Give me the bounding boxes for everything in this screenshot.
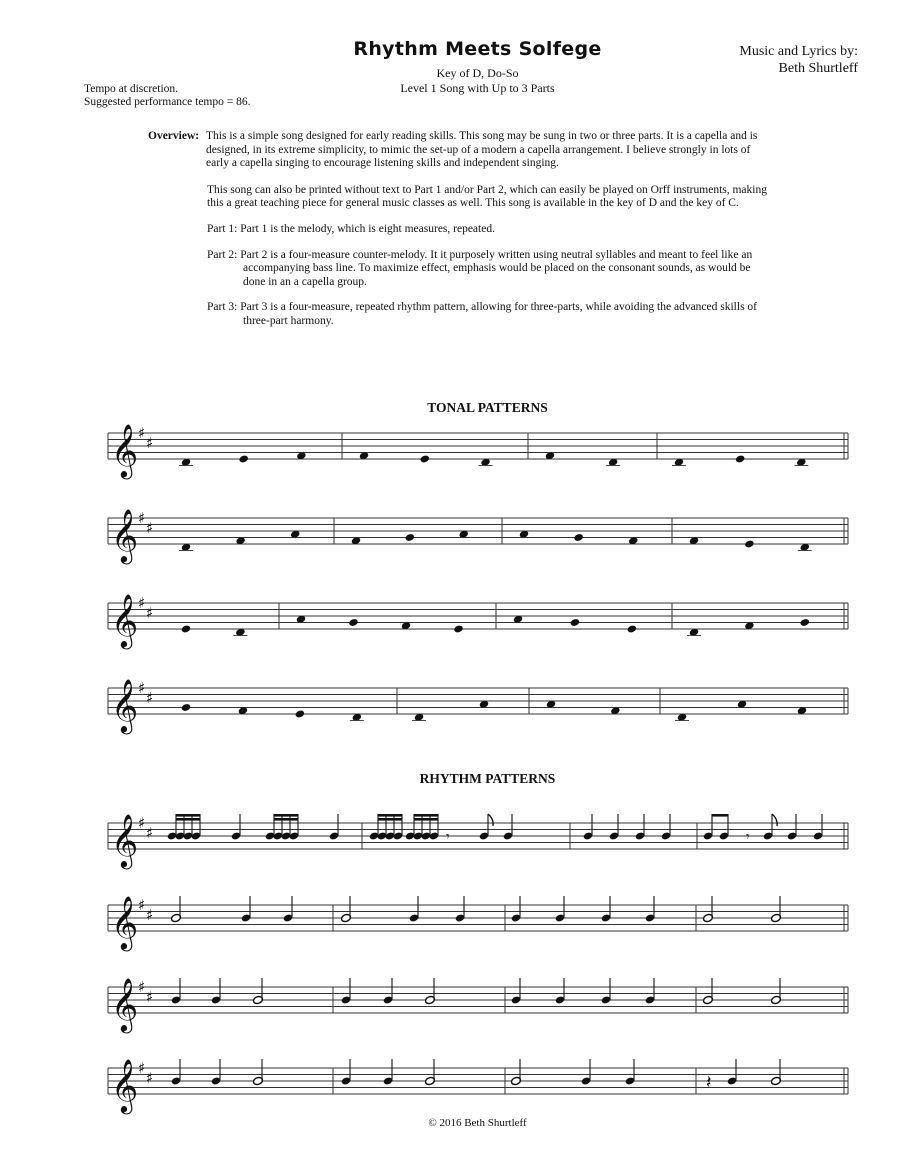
quarter-rest-icon: 𝄽 [706, 1072, 712, 1093]
overview-label: Overview: [148, 130, 200, 142]
beam [274, 814, 298, 817]
note-head [627, 624, 637, 633]
tempo-line-1: Tempo at discretion. [84, 83, 179, 95]
note-head [453, 624, 463, 633]
eighth-rest-icon: 𝄾 [446, 829, 450, 845]
sharp-f-icon: ♯ [138, 978, 146, 996]
credit-name: Beth Shurtleff [778, 61, 858, 76]
sharp-c-icon: ♯ [146, 518, 154, 537]
level-line: Level 1 Song with Up to 3 Parts [400, 81, 555, 95]
note-head [800, 618, 810, 627]
note-head [744, 539, 754, 548]
beam [176, 818, 200, 821]
treble-clef-icon: 𝄞 [111, 895, 139, 949]
treble-clef-icon: 𝄞 [111, 813, 139, 867]
sharp-c-icon: ♯ [146, 905, 154, 924]
note-head [181, 703, 191, 712]
beam [414, 814, 438, 817]
note-head [420, 454, 430, 463]
note-head [295, 709, 305, 718]
eighth-flag [772, 814, 777, 826]
sharp-f-icon: ♯ [138, 814, 146, 832]
overview-part-2-text: Part 2: Part 2 is a four-measure counter-melody. It it purposely written using neutral syllables and meant to feel like an accompanying bass line. To maximize effect, emphasis would be placed on the consonant sounds, as would be done in an a capella group. [207, 248, 753, 288]
note-head [348, 618, 358, 627]
treble-clef-icon: 𝄞 [111, 423, 139, 477]
treble-clef-icon: 𝄞 [111, 1058, 139, 1112]
sharp-c-icon: ♯ [146, 823, 154, 842]
sharp-f-icon: ♯ [138, 424, 146, 442]
overview-paragraph-2: This song can also be printed without text to Part 1 and/or Part 2, which can easily be played on Orff instruments, making this a great teaching piece for general music classes as well. This song is available in the key of D and the key of C. [207, 183, 767, 210]
sharp-c-icon: ♯ [146, 603, 154, 622]
rhythm-patterns-heading: RHYTHM PATTERNS [419, 771, 556, 786]
beam [414, 818, 438, 821]
note-head [181, 624, 191, 633]
note-head [405, 533, 415, 542]
treble-clef-icon: 𝄞 [111, 678, 139, 732]
song-title: Rhythm Meets Solfege [353, 38, 602, 60]
overview-paragraph-1: This is a simple song designed for early reading skills. This song may be sung in two or three parts. It is a capella and is designed, in its extreme simplicity, to mimic the set-up of a modern a capella arrangement. I believe strongly in lots of early a capella singing to encourage listening skills and independent singing. [206, 130, 758, 170]
note-head [570, 618, 580, 627]
tonal-patterns-heading: TONAL PATTERNS [427, 400, 548, 415]
credit-label: Music and Lyrics by: [739, 44, 858, 59]
sharp-f-icon: ♯ [138, 679, 146, 697]
eighth-rest-icon: 𝄾 [746, 829, 750, 845]
note-head [238, 454, 248, 463]
sharp-c-icon: ♯ [146, 1068, 154, 1087]
note-head [573, 533, 583, 542]
beam [378, 818, 402, 821]
overview-part-3-text: Part 3: Part 3 is a four-measure, repeated rhythm pattern, allowing for three-parts, while avoiding the advanced skills of three-part harmony. [207, 301, 758, 327]
note-head [735, 454, 745, 463]
sharp-f-icon: ♯ [138, 896, 146, 914]
sharp-c-icon: ♯ [146, 688, 154, 707]
sharp-c-icon: ♯ [146, 433, 154, 452]
sharp-f-icon: ♯ [138, 594, 146, 612]
copyright-footer: © 2016 Beth Shurtleff [428, 1117, 527, 1129]
beam [274, 818, 298, 821]
beam [378, 814, 402, 817]
beam [712, 814, 728, 817]
sharp-f-icon: ♯ [138, 509, 146, 527]
overview-part-1: Part 1: Part 1 is the melody, which is eight measures, repeated. [207, 222, 495, 235]
treble-clef-icon: 𝄞 [111, 593, 139, 647]
tempo-line-2: Suggested performance tempo = 86. [84, 96, 251, 108]
sharp-c-icon: ♯ [146, 987, 154, 1006]
sharp-f-icon: ♯ [138, 1059, 146, 1077]
eighth-flag [488, 814, 493, 826]
treble-clef-icon: 𝄞 [111, 977, 139, 1031]
beam [176, 814, 200, 817]
key-line: Key of D, Do-So [436, 66, 519, 80]
treble-clef-icon: 𝄞 [111, 508, 139, 562]
